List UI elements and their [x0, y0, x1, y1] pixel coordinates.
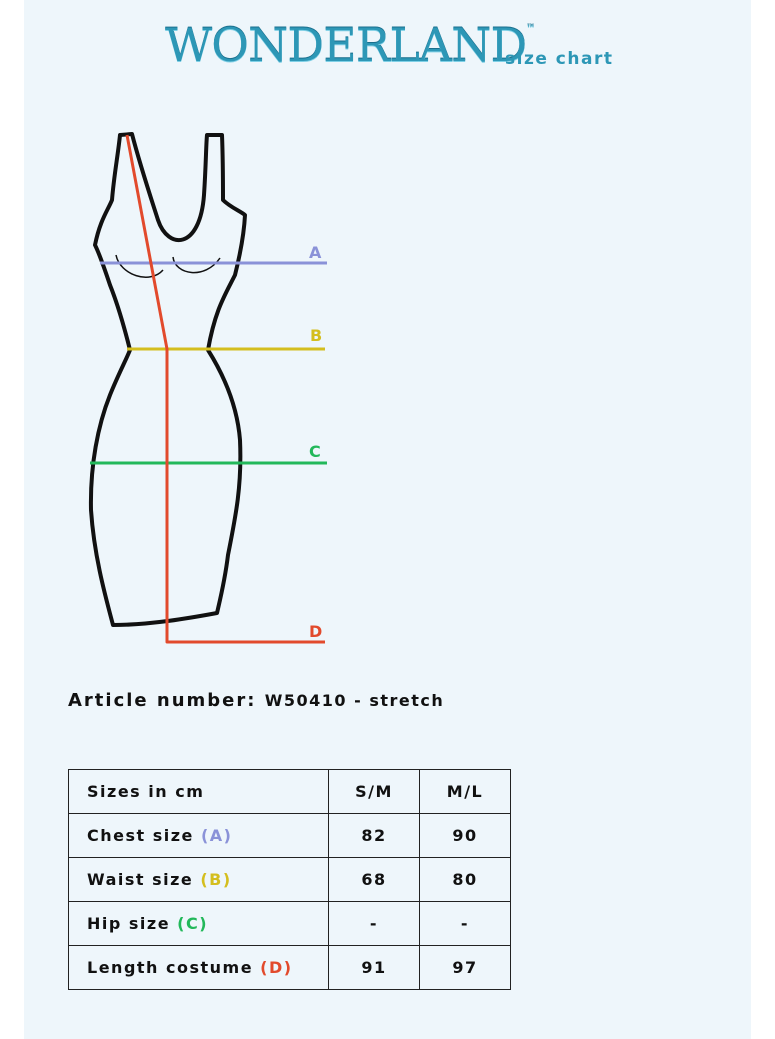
- page-subtitle: size chart: [505, 49, 614, 69]
- article-number: [68, 690, 444, 711]
- marker-c: C: [309, 442, 321, 461]
- row-label: Chest size: [87, 826, 194, 845]
- marker-b: B: [310, 326, 323, 345]
- trademark-symbol: ™: [526, 24, 536, 34]
- article-value: W50410 - stretch: [264, 691, 445, 710]
- marker-d: D: [309, 622, 323, 641]
- dress-measurement-diagram: [80, 125, 340, 650]
- row-marker: (A): [200, 826, 233, 845]
- row-value-ml: -: [420, 902, 511, 946]
- row-value-ml: 80: [420, 858, 511, 902]
- row-value-ml: 90: [420, 814, 511, 858]
- marker-a: A: [309, 243, 322, 262]
- size-table: [68, 769, 511, 990]
- row-marker: (B): [200, 870, 232, 889]
- row-marker: (D): [260, 958, 293, 977]
- row-value-sm: -: [329, 902, 420, 946]
- row-value-sm: 91: [329, 946, 420, 990]
- bust-curve-right: [173, 257, 220, 273]
- row-label: Waist size: [87, 870, 194, 889]
- row-marker: (C): [177, 914, 209, 933]
- article-label: Article number:: [68, 690, 257, 711]
- row-label: Length costume: [87, 958, 254, 977]
- row-value-sm: 82: [329, 814, 420, 858]
- table-row: [69, 946, 511, 990]
- header-size-ml: M/L: [420, 770, 511, 814]
- table-row: [69, 814, 511, 858]
- bust-curve-left: [116, 255, 163, 277]
- table-row: [69, 858, 511, 902]
- table-row: [69, 902, 511, 946]
- row-value-sm: 68: [329, 858, 420, 902]
- header-size-sm: S/M: [329, 770, 420, 814]
- row-label: Hip size: [87, 914, 171, 933]
- brand-logo: WONDERLAND™: [165, 18, 536, 72]
- row-value-ml: 97: [420, 946, 511, 990]
- header-label: Sizes in cm: [69, 770, 329, 814]
- table-header-row: [69, 770, 511, 814]
